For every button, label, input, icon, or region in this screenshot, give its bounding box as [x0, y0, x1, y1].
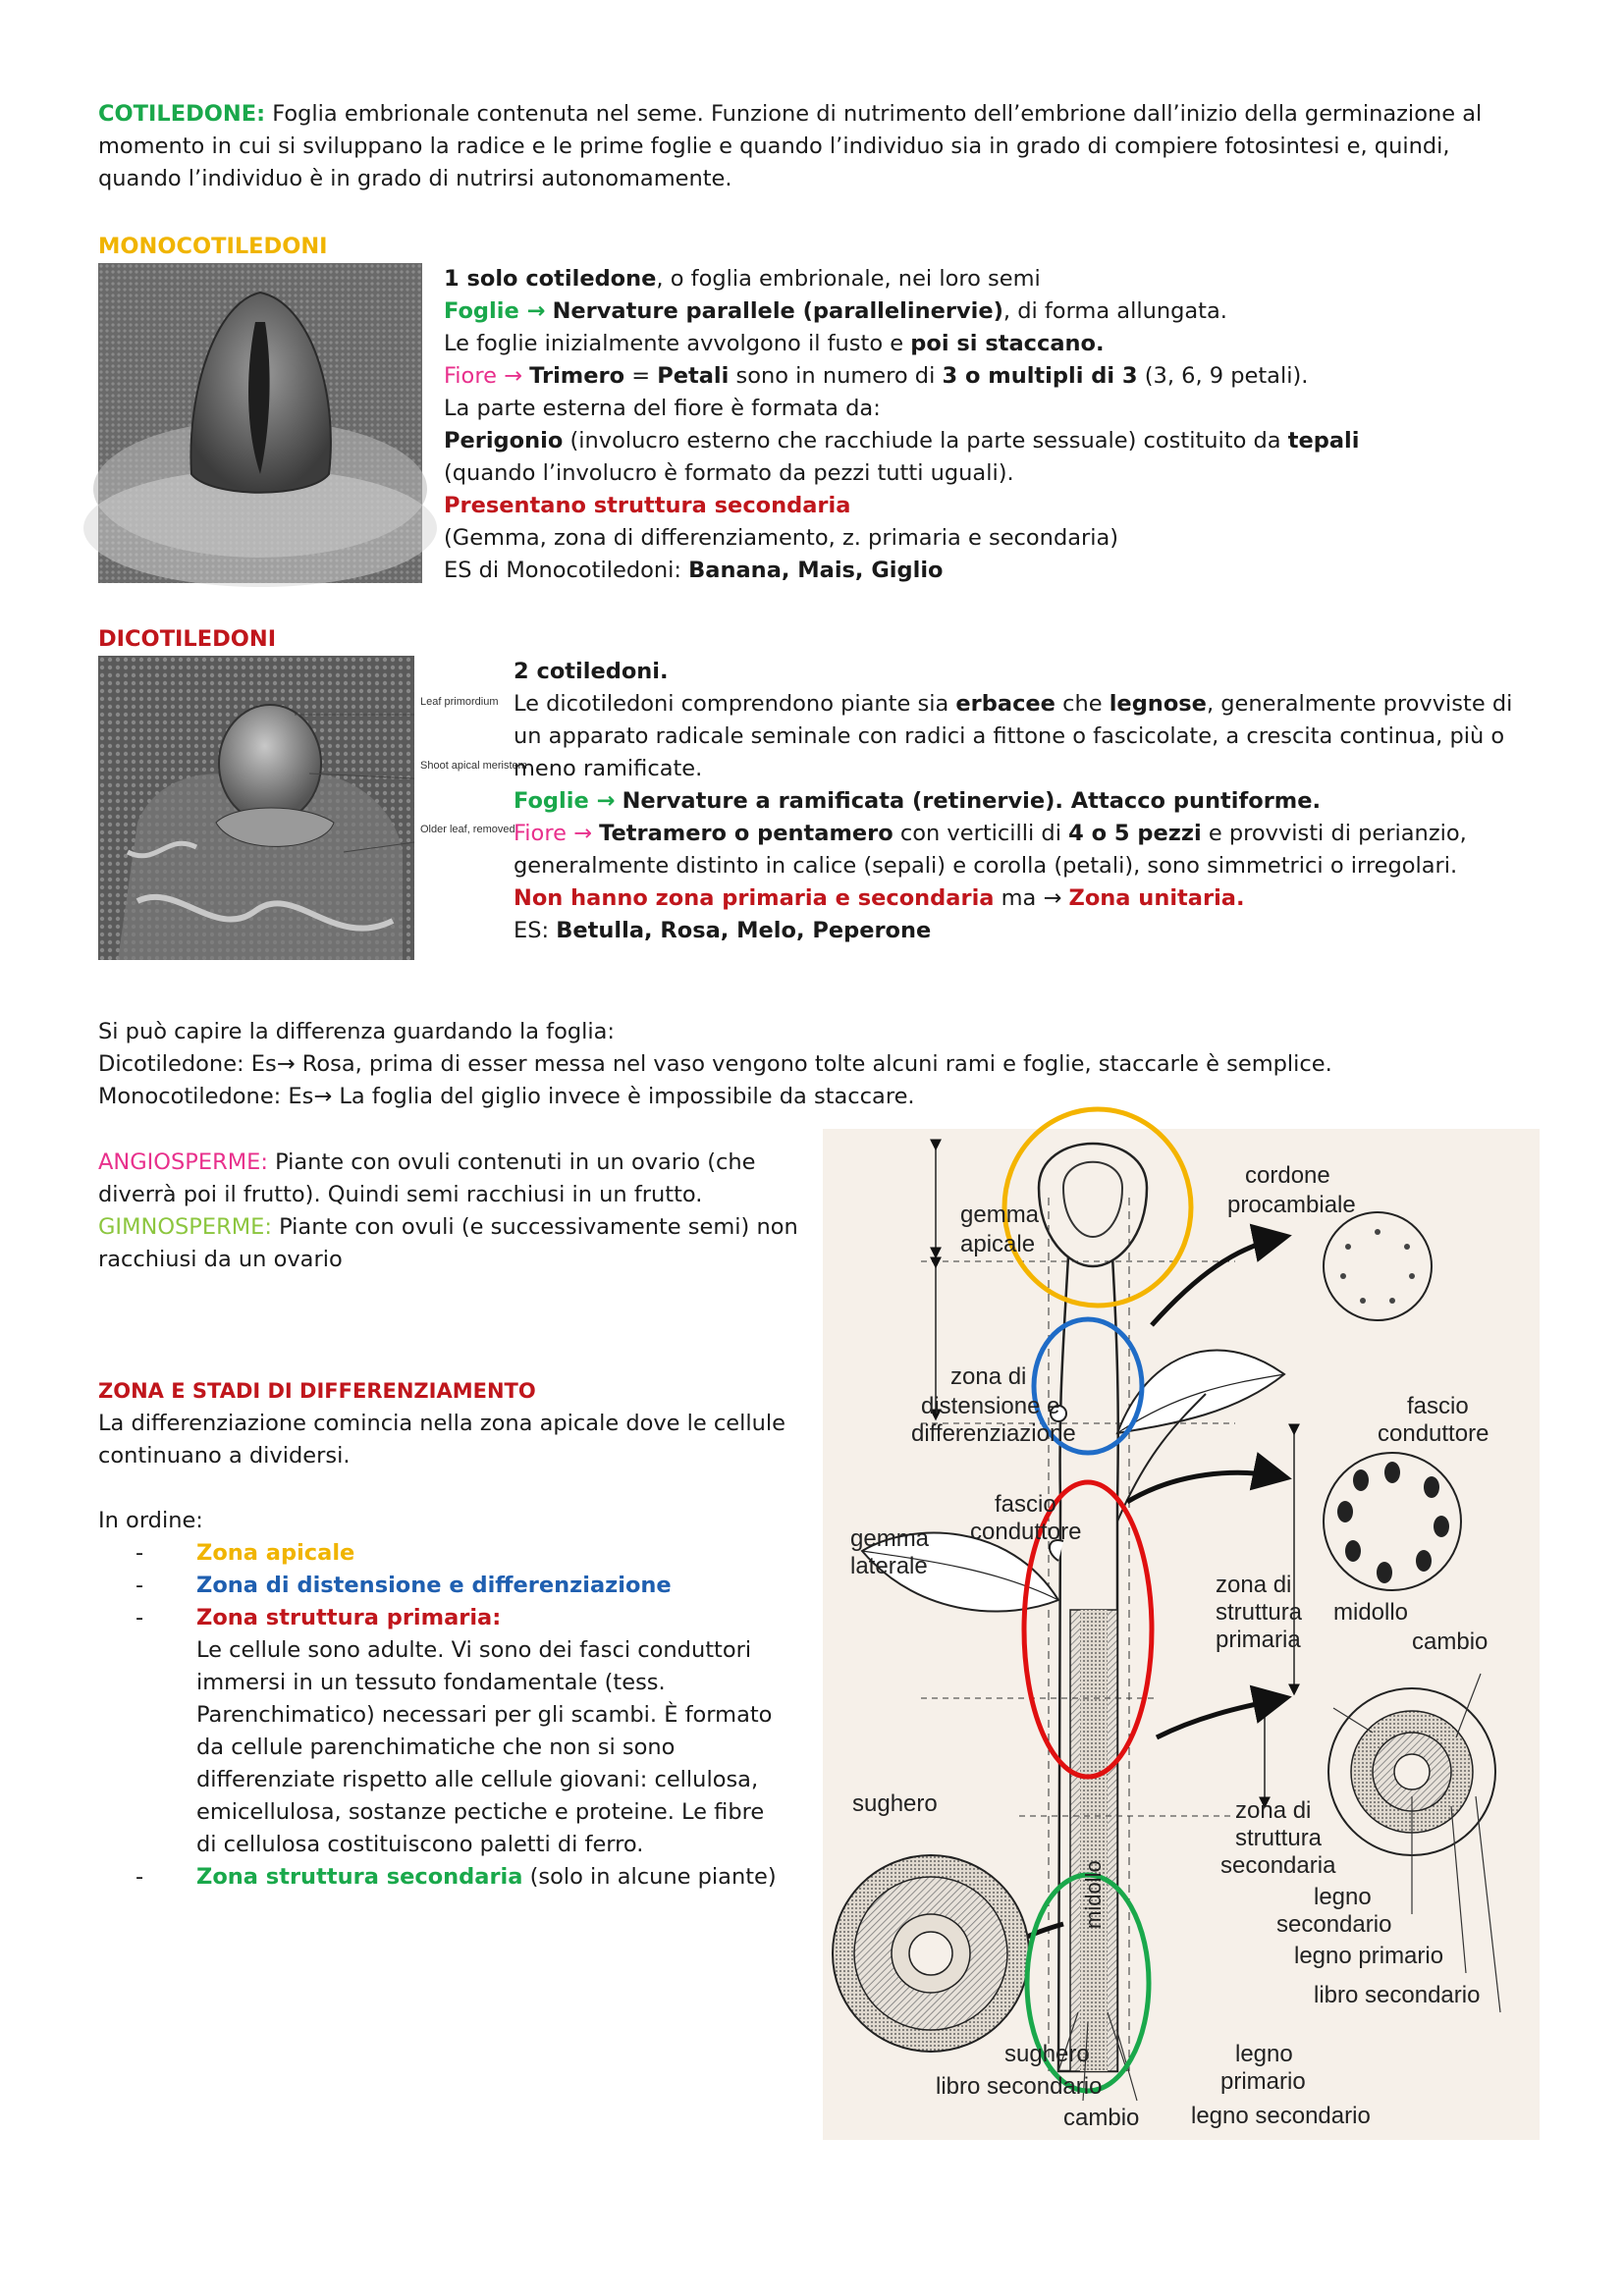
label-procambiale: procambiale: [1227, 1192, 1356, 1218]
angiosperme-title: ANGIOSPERME:: [98, 1149, 268, 1175]
differenza-paragraph: Si può capire la differenza guardando la foglia: Dicotiledone: Es→ Rosa, prima di esser messa nel vaso vengono tolte alcuni rami e foglie, staccarle è semplice. Monocotiledone: Es→ La foglia del giglio invece è impossibile da staccare.: [98, 1019, 1332, 1109]
label-zona-prim-1: zona di: [1216, 1572, 1292, 1598]
label-zona-sec-1: zona di: [1235, 1797, 1312, 1824]
cotiledone-title: COTILEDONE:: [98, 101, 266, 127]
monocotiledoni-title: MONOCOTILEDONI: [98, 234, 328, 259]
label-conduttore-center: conduttore: [970, 1519, 1082, 1545]
cross-section-procambial: [1324, 1212, 1432, 1320]
dicotiledoni-title: DICOTILEDONI: [98, 626, 277, 652]
label-bottom-libro: libro secondario: [936, 2073, 1103, 2100]
label-conduttore-right: conduttore: [1378, 1420, 1489, 1447]
monocot-photo: [98, 263, 422, 583]
label-zona-prim-2: struttura: [1216, 1599, 1303, 1626]
label-apicale: apicale: [960, 1231, 1036, 1257]
stem-diagram: [823, 1129, 1540, 2140]
label-cambio: cambio: [1412, 1629, 1489, 1655]
label-gemma-laterale-1: gemma: [850, 1525, 930, 1552]
list-item: - Zona di distensione e differenziazione: [98, 1570, 785, 1602]
label-gemma-laterale-2: laterale: [850, 1553, 928, 1579]
label-bottom-sughero: sughero: [1004, 2041, 1090, 2067]
list-item: - Zona struttura secondaria (solo in alcune piante): [98, 1861, 785, 1894]
zona-list: [98, 1537, 785, 1894]
angio-gimno-paragraph: ANGIOSPERME: Piante con ovuli contenuti in un ovario (che diverrà poi il frutto). Quindi semi racchiusi in un frutto. GIMNOSPERME: Piante con ovuli (e successivamente semi) non racchiusi da un ovario: [98, 1149, 798, 1272]
label-bottom-legno: legno: [1235, 2041, 1293, 2067]
leaf-primordium-label: Leaf primordium: [420, 696, 499, 708]
cross-section-secondaria: [833, 1855, 1029, 2052]
shoot-apical-meristem-label: Shoot apical meristem: [420, 760, 527, 772]
label-bottom-primario: primario: [1220, 2068, 1306, 2095]
label-zona-sec-2: struttura: [1235, 1825, 1323, 1851]
dicot-photo: [98, 656, 527, 960]
label-fascio-right: fascio: [1407, 1393, 1469, 1419]
monocotiledoni-text: 1 solo cotiledone, o foglia embrionale, nei loro semi Foglie → Nervature parallele (parallelinervie), di forma allungata. Le foglie inizialmente avvolgono il fusto e poi si staccano. Fiore → Trimero = Petali sono in numero di 3 o multipli di 3 (3, 6, 9 petali). La parte esterna del fiore è formata da: Perigonio (involucro esterno che racchiude la parte sessuale) costituito da tepali (quando l’involucro è formato da pezzi tutti uguali). Presentano struttura secondaria (Gemma, zona di differenziamento, z. primaria e secondaria) ES di Monocotiledoni: Banana, Mais, Giglio: [444, 266, 1360, 583]
label-legno-sec-1: legno: [1314, 1884, 1372, 1910]
label-gemma: gemma: [960, 1201, 1040, 1228]
label-legno-sec-2: secondario: [1276, 1911, 1392, 1938]
label-midollo: midollo: [1333, 1599, 1409, 1626]
cotiledone-text: Foglia embrionale contenuta nel seme. Funzione di nutrimento dell’embrione dall’inizio della germinazione al momento in cui si sviluppano la radice e le prime foglie e quando l’individuo sia in grado di compiere fotosintesi e, quindi, quando l’individuo è in grado di nutrirsi autonomamente.: [98, 101, 1483, 191]
label-bottom-legno-secondario: legno secondario: [1191, 2103, 1371, 2129]
cotiledone-paragraph: [98, 98, 1532, 195]
label-libro-secondario: libro secondario: [1314, 1982, 1481, 2008]
label-zona-sec-3: secondaria: [1220, 1852, 1336, 1879]
label-distensione: distensione e: [921, 1393, 1060, 1419]
gimnosperme-title: GIMNOSPERME:: [98, 1214, 272, 1240]
label-differenziazione: differenziazione: [911, 1420, 1076, 1447]
zona-section: ZONA E STADI DI DIFFERENZIAMENTO La differenziazione comincia nella zona apicale dove le cellule continuano a dividersi. In ordine: - Zona apicale - Zona di distensione e differenziazione - Zona struttura primaria: Le cellule sono adulte. Vi sono dei fasci conduttori immersi in un tessuto fondamentale (tess. Parenchimatico) necessari per gli scambi. È formato da cellule parenchimatiche che non si sono differenziate rispetto alle cellule giovani: cellulosa, emicellulosa, sostanze pectiche e proteine. Le fibre di cellulosa costituiscono paletti di ferro. - Zona struttura secondaria (solo in alcune piante): [98, 1375, 785, 1894]
cross-section-fascio: [1324, 1453, 1461, 1590]
zona-title: ZONA E STADI DI DIFFERENZIAMENTO: [98, 1379, 536, 1403]
label-sughero: sughero: [852, 1790, 938, 1817]
label-legno-primario: legno primario: [1294, 1943, 1444, 1969]
list-item: - Zona struttura primaria: Le cellule sono adulte. Vi sono dei fasci conduttori immersi in un tessuto fondamentale (tess. Parenchimatico) necessari per gli scambi. È formato da cellule parenchimatiche che non si sono differenziate rispetto alle cellule giovani: cellulosa, emicellulosa, sostanze pectiche e proteine. Le fibre di cellulosa costituiscono paletti di ferro.: [98, 1602, 785, 1861]
dicotiledoni-text: 2 cotiledoni. Le dicotiledoni comprendono piante sia erbacee che legnose, generalmente provviste di un apparato radicale seminale con radici a fittone o fascicolate, a crescita continua, più o meno ramificate. Foglie → Nervature a ramificata (retinervie). Attacco puntiforme. Fiore → Tetramero o pentamero con verticilli di 4 o 5 pezzi e provvisti di perianzio, generalmente distinto in calice (sepali) e corolla (petali), sono simmetrici o irregolari. Non hanno zona primaria e secondaria ma → Zona unitaria. ES: Betulla, Rosa, Melo, Peperone: [514, 659, 1513, 943]
label-fascio-center: fascio: [995, 1491, 1056, 1518]
label-bottom-cambio: cambio: [1063, 2105, 1140, 2131]
label-cordone: cordone: [1245, 1162, 1330, 1189]
label-zona-di: zona di: [950, 1363, 1027, 1390]
older-leaf-label: Older leaf, removed: [420, 824, 515, 835]
list-item: - Zona apicale: [98, 1537, 785, 1570]
label-zona-prim-3: primaria: [1216, 1627, 1301, 1653]
label-midollo-vertical: midollo: [1081, 1860, 1106, 1929]
dicot-photo-labels: [420, 696, 527, 835]
stem-diagram-svg: [823, 1129, 1540, 2140]
